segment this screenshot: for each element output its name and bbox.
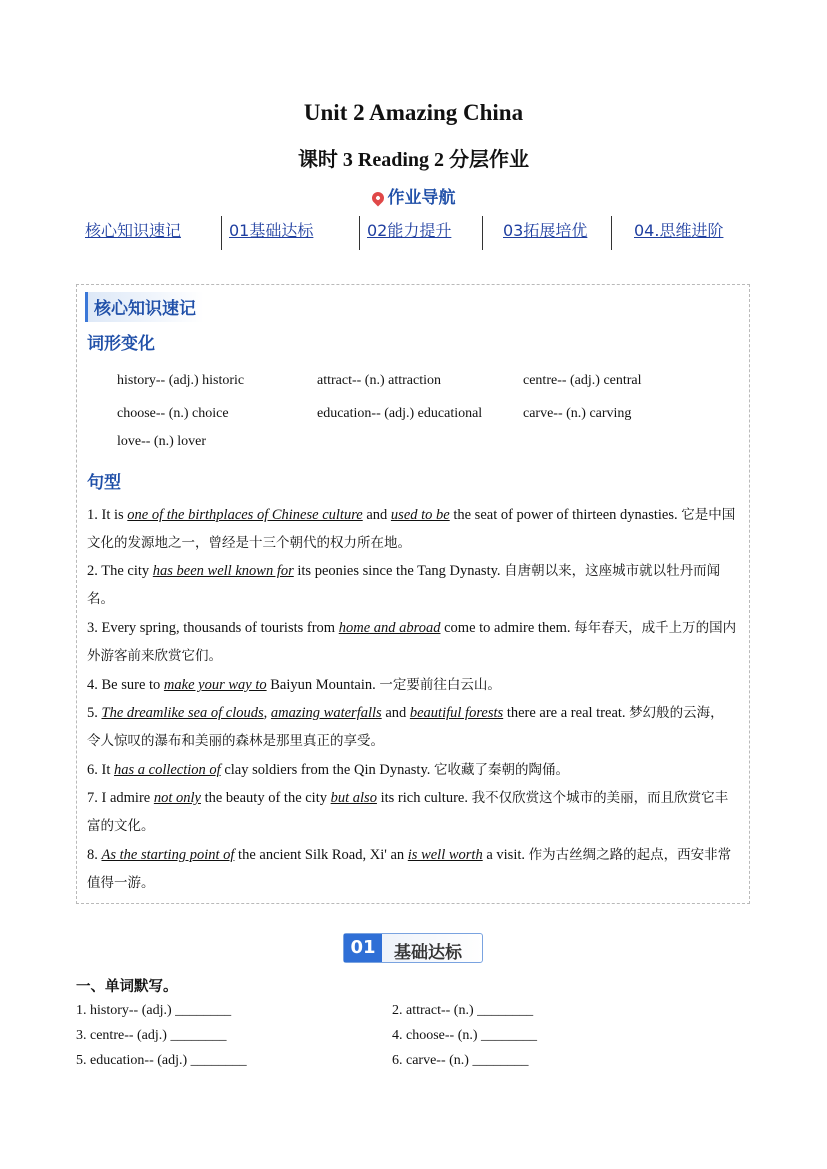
sentence-item: [87, 841, 737, 897]
sentence-text: the ancient Silk Road, Xi' an: [234, 847, 408, 863]
nav-link-01[interactable]: 01基础达标: [229, 221, 314, 240]
sentence-text: and: [381, 705, 410, 721]
sentence-translation: 它收藏了秦朝的陶俑。: [434, 762, 569, 778]
word-form-item: love-- (n.) lover: [117, 434, 207, 449]
sentence-text: 3. Every spring, thousands of tourists from: [87, 620, 339, 636]
key-phrase: home and abroad: [338, 620, 441, 636]
nav-divider: [482, 216, 483, 250]
sentence-item: [87, 756, 737, 784]
sentence-translation: 我不仅欣赏这个城市的美丽，而且欣赏它丰富的文化。: [87, 790, 729, 834]
nav-divider: [359, 216, 360, 250]
sentence-item: [87, 501, 737, 557]
key-phrase: beautiful forests: [409, 705, 504, 721]
page-title: Unit 2 Amazing China: [303, 100, 524, 125]
question-item: 3. centre-- (adj.) ________: [76, 1028, 227, 1043]
nav-heading: [0, 183, 827, 208]
question-item: 6. carve-- (n.) ________: [392, 1053, 529, 1068]
page-subtitle: 课时 3 Reading 2 分层作业: [297, 149, 530, 171]
part-heading: 一、单词默写。: [76, 979, 178, 995]
nav-link-03[interactable]: 03拓展培优: [503, 221, 588, 240]
sentence-item: [87, 557, 737, 613]
sentence-text: 7. I admire: [87, 790, 154, 806]
sentences-heading: 句型: [87, 473, 121, 493]
core-knowledge-box: [76, 284, 750, 904]
key-phrase: used to be: [390, 507, 450, 523]
nav-heading-label: 作业导航: [387, 188, 456, 208]
sentence-text: 1. It is: [87, 507, 128, 523]
sentence-text: come to admire them.: [440, 620, 575, 636]
sentence-text: 5.: [87, 705, 102, 721]
map-pin-icon: [369, 190, 386, 207]
sentence-text: 2. The city: [87, 563, 153, 579]
sentence-translation: 每年春天，成千上万的国内外游客前来欣赏它们。: [87, 620, 737, 664]
key-phrase: has a collection of: [113, 762, 221, 778]
sentence-text: and: [362, 507, 391, 523]
key-phrase: but also: [330, 790, 377, 806]
word-forms-heading: 词形变化: [87, 334, 155, 354]
sentence-translation: 作为古丝绸之路的起点，西安非常值得一游。: [87, 847, 732, 891]
question-item: 1. history-- (adj.) ________: [76, 1003, 232, 1018]
sentence-text: clay soldiers from the Qin Dynasty.: [220, 762, 434, 778]
word-form-item: carve-- (n.) carving: [523, 406, 632, 421]
word-form-item: history-- (adj.) historic: [117, 373, 245, 388]
sentence-item: [87, 699, 737, 755]
question-item: 4. choose-- (n.) ________: [392, 1028, 538, 1043]
word-form-item: education-- (adj.) educational: [317, 406, 483, 421]
core-knowledge-tag: 核心知识速记: [85, 292, 204, 322]
key-phrase: is well worth: [407, 847, 483, 863]
key-phrase: make your way to: [163, 677, 267, 693]
sentence-translation: 它是中国文化的发源地之一，曾经是十三个朝代的权力所在地。: [87, 507, 736, 551]
sentence-text: the seat of power of thirteen dynasties.: [449, 507, 682, 523]
sentence-text: Baiyun Mountain.: [266, 677, 380, 693]
nav-link-core[interactable]: 核心知识速记: [85, 221, 182, 240]
sentence-item: [87, 784, 737, 840]
sentence-text: ,: [263, 705, 271, 721]
word-form-item: choose-- (n.) choice: [117, 406, 229, 421]
key-phrase: amazing waterfalls: [270, 705, 382, 721]
homework-nav: [0, 214, 827, 254]
section-label: 基础达标: [394, 943, 462, 963]
key-phrase: The dreamlike sea of clouds: [101, 705, 264, 721]
key-phrase: one of the birthplaces of Chinese culture: [127, 507, 363, 523]
sentence-text: 6. It: [87, 762, 114, 778]
sentence-text: a visit.: [482, 847, 529, 863]
sentence-translation: 一定要前往白云山。: [379, 677, 501, 693]
question-item: 2. attract-- (n.) ________: [392, 1003, 534, 1018]
key-phrase: not only: [153, 790, 201, 806]
section-number: 01: [344, 934, 382, 962]
sentence-text: 8.: [87, 847, 102, 863]
sentence-text: its peonies since the Tang Dynasty.: [293, 563, 505, 579]
word-form-item: attract-- (n.) attraction: [317, 373, 441, 388]
sentence-translation: 自唐朝以来，这座城市就以牡丹而闻名。: [87, 563, 721, 607]
sentence-text: its rich culture.: [376, 790, 472, 806]
nav-link-04[interactable]: 04.思维进阶: [634, 221, 724, 240]
question-item: 5. education-- (adj.) ________: [76, 1053, 247, 1068]
nav-divider: [221, 216, 222, 250]
word-form-item: centre-- (adj.) central: [523, 373, 642, 388]
key-phrase: has been well known for: [152, 563, 294, 579]
section-01-badge: [343, 933, 483, 963]
sentence-item: [87, 671, 737, 699]
sentence-translation: 梦幻般的云海，令人惊叹的瀑布和美丽的森林是那里真正的享受。: [87, 705, 724, 749]
sentence-text: 4. Be sure to: [87, 677, 164, 693]
sentence-text: there are a real treat.: [503, 705, 630, 721]
nav-link-02[interactable]: 02能力提升: [367, 221, 452, 240]
sentence-text: the beauty of the city: [200, 790, 331, 806]
key-phrase: As the starting point of: [101, 847, 235, 863]
sentence-item: [87, 614, 737, 670]
nav-divider: [611, 216, 612, 250]
